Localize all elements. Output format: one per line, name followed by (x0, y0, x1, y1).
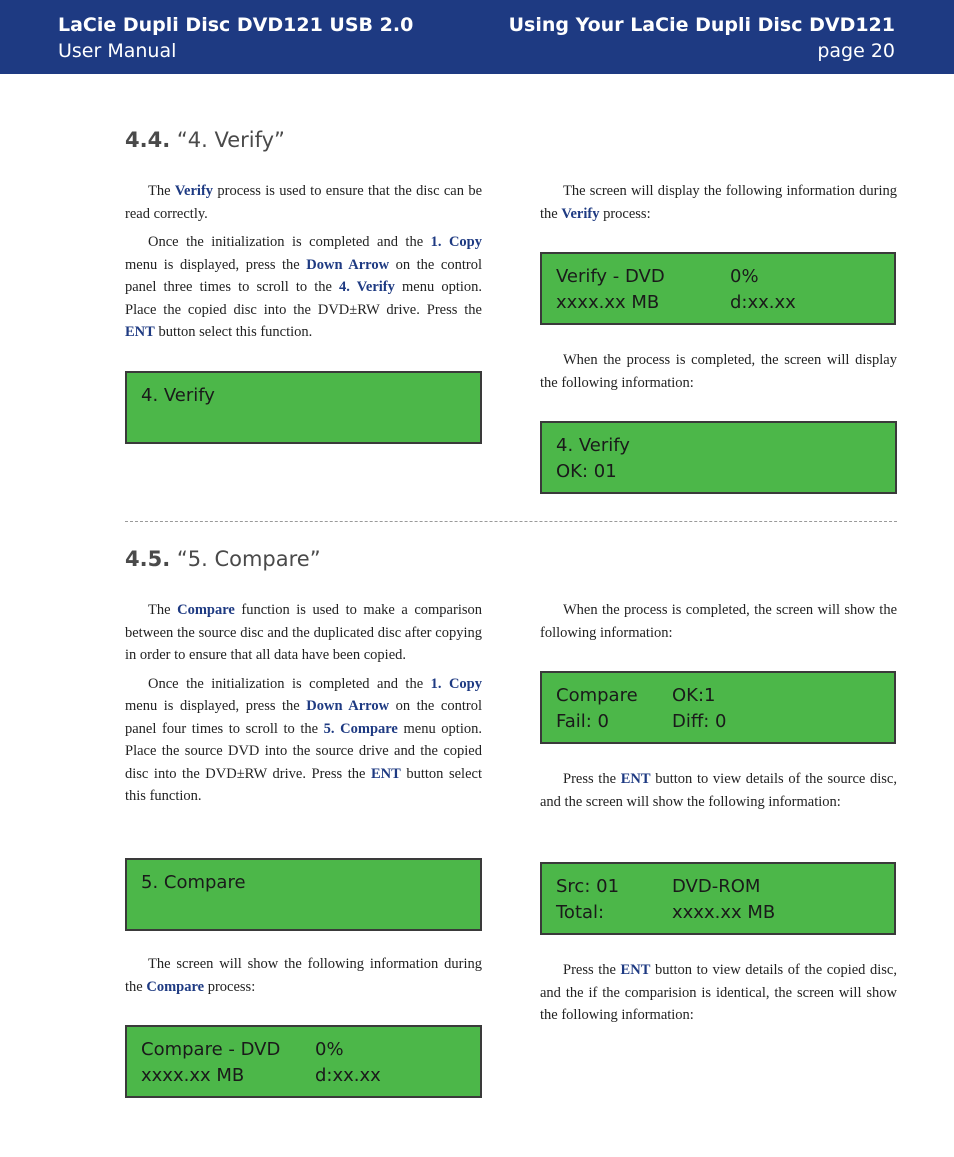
compare-left-column (125, 599, 482, 814)
paragraph: The Compare function is used to make a comparison between the source disc and the duplicated disc after copying in order to ensure that all data have been copied. (125, 602, 482, 663)
compare-right-column-2 (540, 768, 897, 819)
compare-left-column-2 (125, 953, 482, 1004)
lcd-line: 5. Compare (141, 872, 246, 893)
paragraph: When the process is completed, the screen will show the following information: (540, 602, 897, 641)
lcd-compare-source (540, 862, 896, 935)
section-number: 4.4. (125, 128, 171, 152)
header-left (58, 12, 413, 64)
section-heading: “4. Verify” (176, 128, 285, 152)
lcd-compare-result (540, 671, 896, 744)
paragraph: Once the initialization is completed and the 1. Copy menu is displayed, press the Down Arrow on the control panel three times to scroll to the 4. Verify menu option. Place the copied disc into the DVD±RW drive. Press the ENT button select this function. (125, 234, 483, 340)
compare-right-column (540, 599, 897, 650)
paragraph: The Verify process is used to ensure that the disc can be read correctly. (125, 183, 483, 222)
section-title-compare (125, 547, 321, 571)
lcd-line: OK: 01 (556, 461, 617, 482)
section-divider (125, 521, 897, 522)
product-title: LaCie Dupli Disc DVD121 USB 2.0 (58, 14, 414, 36)
paragraph: Press the ENT button to view details of the copied disc, and the if the comparision is identical, the screen will show the following information: (540, 962, 897, 1023)
lcd-line: Compare OK:1 (556, 685, 716, 706)
lcd-verify-menu (125, 371, 482, 444)
lcd-line: Src: 01 DVD-ROM (556, 876, 761, 897)
paragraph: Press the ENT button to view details of the source disc, and the screen will show the following information: (540, 771, 897, 810)
lcd-verify-result (540, 421, 897, 494)
paragraph: When the process is completed, the screen will display the following information: (540, 352, 897, 391)
lcd-compare-progress (125, 1025, 482, 1098)
lcd-line: Verify - DVD 0% (556, 266, 759, 287)
lcd-line: Total: xxxx.xx MB (556, 902, 776, 923)
header-right (509, 12, 895, 64)
lcd-verify-progress (540, 252, 896, 325)
page-number: page 20 (817, 40, 895, 62)
lcd-line: Fail: 0 Diff: 0 (556, 711, 727, 732)
verify-left-column (125, 180, 482, 350)
paragraph: The screen will show the following information during the Compare process: (125, 956, 482, 995)
lcd-line: 4. Verify (556, 435, 630, 456)
lcd-compare-menu (125, 858, 482, 931)
manual-label: User Manual (58, 40, 177, 62)
chapter-title: Using Your LaCie Dupli Disc DVD121 (508, 14, 895, 36)
compare-right-column-3 (540, 959, 897, 1033)
section-heading: “5. Compare” (176, 547, 321, 571)
paragraph: The screen will display the following information during the Verify process: (540, 183, 897, 222)
section-title-verify (125, 128, 285, 152)
lcd-line: 4. Verify (141, 385, 215, 406)
lcd-line: Compare - DVD 0% (141, 1039, 344, 1060)
section-number: 4.5. (125, 547, 171, 571)
paragraph: Once the initialization is completed and the 1. Copy menu is displayed, press the Down Arrow on the control panel four times to scroll to the 5. Compare menu option. Place the source DVD into the source drive and the copied disc into the DVD±RW drive. Press the ENT button select this function. (125, 675, 482, 804)
lcd-line: xxxx.xx MB d:xx.xx (141, 1065, 381, 1086)
page-header (0, 0, 954, 74)
verify-right-column (540, 180, 897, 231)
verify-right-column-2 (540, 349, 897, 400)
lcd-line: xxxx.xx MB d:xx.xx (556, 292, 796, 313)
